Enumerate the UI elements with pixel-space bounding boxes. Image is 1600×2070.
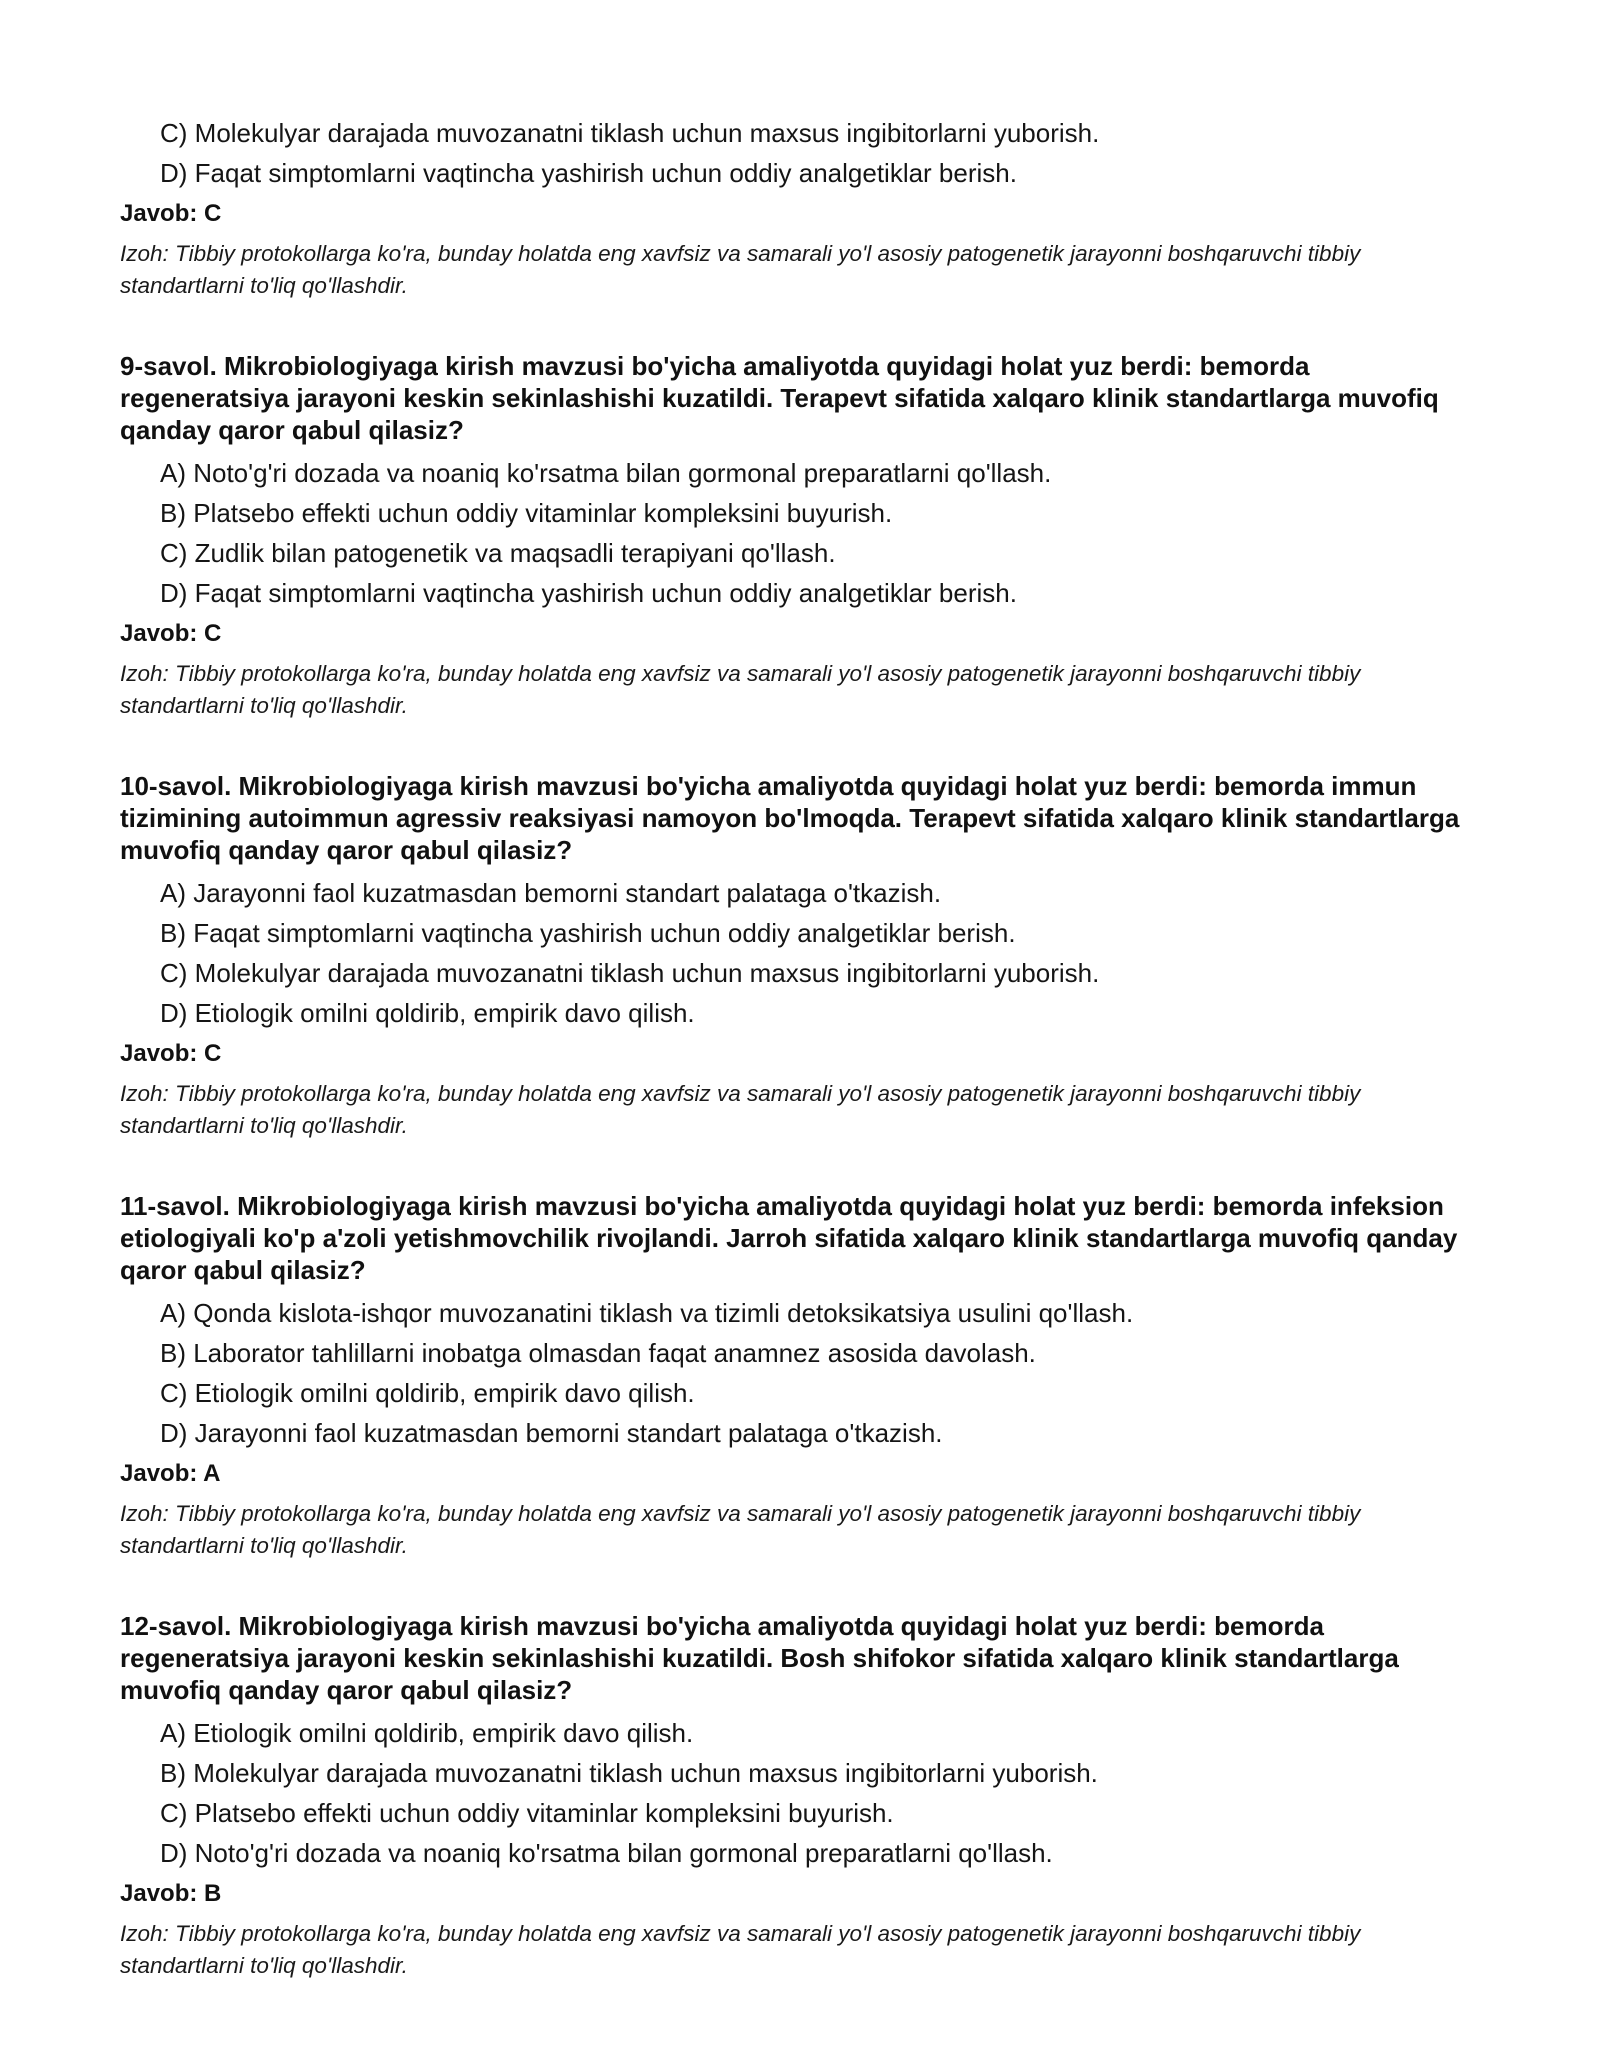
option-b: B) Faqat simptomlarni vaqtincha yashirish uchun oddiy analgetiklar berish. (160, 918, 1016, 948)
explanation: Izoh: Tibbiy protokollarga ko'ra, bunday holatda eng xavfsiz va samarali yo'l asosiy patogenetik jarayonni boshqaruvchi tibbiy standartlarni to'liq qo'llashdir. (120, 1921, 1361, 1978)
question-text: 11-savol. Mikrobiologiyaga kirish mavzusi bo'yicha amaliyotda quyidagi holat yuz berdi: bemorda infeksion etiologiyali ko'p a'zoli yetishmovchilik rivojlandi. Jarroh sifatida xalqaro klinik standartlarga muvofiq qanday qaror qabul qilasiz? (120, 1191, 1458, 1285)
option-b: B) Molekulyar darajada muvozanatni tiklash uchun maxsus ingibitorlarni yuborish. (160, 1758, 1098, 1788)
option-c: C) Zudlik bilan patogenetik va maqsadli terapiyani qo'llash. (160, 538, 836, 568)
option-d: D) Noto'g'ri dozada va noaniq ko'rsatma bilan gormonal preparatlarni qo'llash. (160, 1838, 1053, 1868)
explanation: Izoh: Tibbiy protokollarga ko'ra, bunday holatda eng xavfsiz va samarali yo'l asosiy patogenetik jarayonni boshqaruvchi tibbiy standartlarni to'liq qo'llashdir. (120, 241, 1361, 298)
question-text: 10-savol. Mikrobiologiyaga kirish mavzusi bo'yicha amaliyotda quyidagi holat yuz berdi: bemorda immun tizimining autoimmun agressiv reaksiyasi namoyon bo'lmoqda. Terapevt sifatida xalqaro klinik standartlarga muvofiq qanday qaror qabul qilasiz? (120, 771, 1460, 865)
option-a: A) Etiologik omilni qoldirib, empirik davo qilish. (160, 1718, 694, 1748)
answer: Javob: B (120, 1880, 222, 1907)
document-page (120, 118, 1480, 1982)
option-c: C) Molekulyar darajada muvozanatni tiklash uchun maxsus ingibitorlarni yuborish. (160, 958, 1100, 988)
question-11 (120, 1190, 1480, 1562)
question-10 (120, 770, 1480, 1142)
explanation: Izoh: Tibbiy protokollarga ko'ra, bunday holatda eng xavfsiz va samarali yo'l asosiy patogenetik jarayonni boshqaruvchi tibbiy standartlarni to'liq qo'llashdir. (120, 1081, 1361, 1138)
answer: Javob: C (120, 1040, 222, 1067)
question-text: 9-savol. Mikrobiologiyaga kirish mavzusi bo'yicha amaliyotda quyidagi holat yuz berdi: bemorda regeneratsiya jarayoni keskin sekinlashishi kuzatildi. Terapevt sifatida xalqaro klinik standartlarga muvofiq qanday qaror qabul qilasiz? (120, 351, 1439, 445)
question-9 (120, 350, 1480, 722)
answer: Javob: C (120, 620, 222, 647)
option-d: D) Faqat simptomlarni vaqtincha yashirish uchun oddiy analgetiklar berish. (160, 158, 1017, 188)
option-list (120, 1718, 1480, 1868)
option-list (120, 1298, 1480, 1448)
answer: Javob: A (120, 1460, 221, 1487)
explanation: Izoh: Tibbiy protokollarga ko'ra, bunday holatda eng xavfsiz va samarali yo'l asosiy patogenetik jarayonni boshqaruvchi tibbiy standartlarni to'liq qo'llashdir. (120, 661, 1361, 718)
explanation: Izoh: Tibbiy protokollarga ko'ra, bunday holatda eng xavfsiz va samarali yo'l asosiy patogenetik jarayonni boshqaruvchi tibbiy standartlarni to'liq qo'llashdir. (120, 1501, 1361, 1558)
option-b: B) Platsebo effekti uchun oddiy vitaminlar kompleksini buyurish. (160, 498, 893, 528)
question-continued (120, 118, 1480, 302)
option-d: D) Etiologik omilni qoldirib, empirik davo qilish. (160, 998, 695, 1028)
option-a: A) Jarayonni faol kuzatmasdan bemorni standart palataga o'tkazish. (160, 878, 942, 908)
option-d: D) Jarayonni faol kuzatmasdan bemorni standart palataga o'tkazish. (160, 1418, 943, 1448)
option-c: C) Molekulyar darajada muvozanatni tiklash uchun maxsus ingibitorlarni yuborish. (160, 118, 1100, 148)
option-a: A) Qonda kislota-ishqor muvozanatini tiklash va tizimli detoksikatsiya usulini qo'llash. (160, 1298, 1134, 1328)
option-c: C) Platsebo effekti uchun oddiy vitaminlar kompleksini buyurish. (160, 1798, 894, 1828)
option-b: B) Laborator tahlillarni inobatga olmasdan faqat anamnez asosida davolash. (160, 1338, 1036, 1368)
question-text: 12-savol. Mikrobiologiyaga kirish mavzusi bo'yicha amaliyotda quyidagi holat yuz berdi: bemorda regeneratsiya jarayoni keskin sekinlashishi kuzatildi. Bosh shifokor sifatida xalqaro klinik standartlarga muvofiq qanday qaror qabul qilasiz? (120, 1611, 1399, 1705)
option-a: A) Noto'g'ri dozada va noaniq ko'rsatma bilan gormonal preparatlarni qo'llash. (160, 458, 1052, 488)
option-list (120, 118, 1480, 188)
question-12 (120, 1610, 1480, 1982)
option-list (120, 458, 1480, 608)
option-c: C) Etiologik omilni qoldirib, empirik davo qilish. (160, 1378, 695, 1408)
option-list (120, 878, 1480, 1028)
option-d: D) Faqat simptomlarni vaqtincha yashirish uchun oddiy analgetiklar berish. (160, 578, 1017, 608)
answer: Javob: C (120, 200, 222, 227)
